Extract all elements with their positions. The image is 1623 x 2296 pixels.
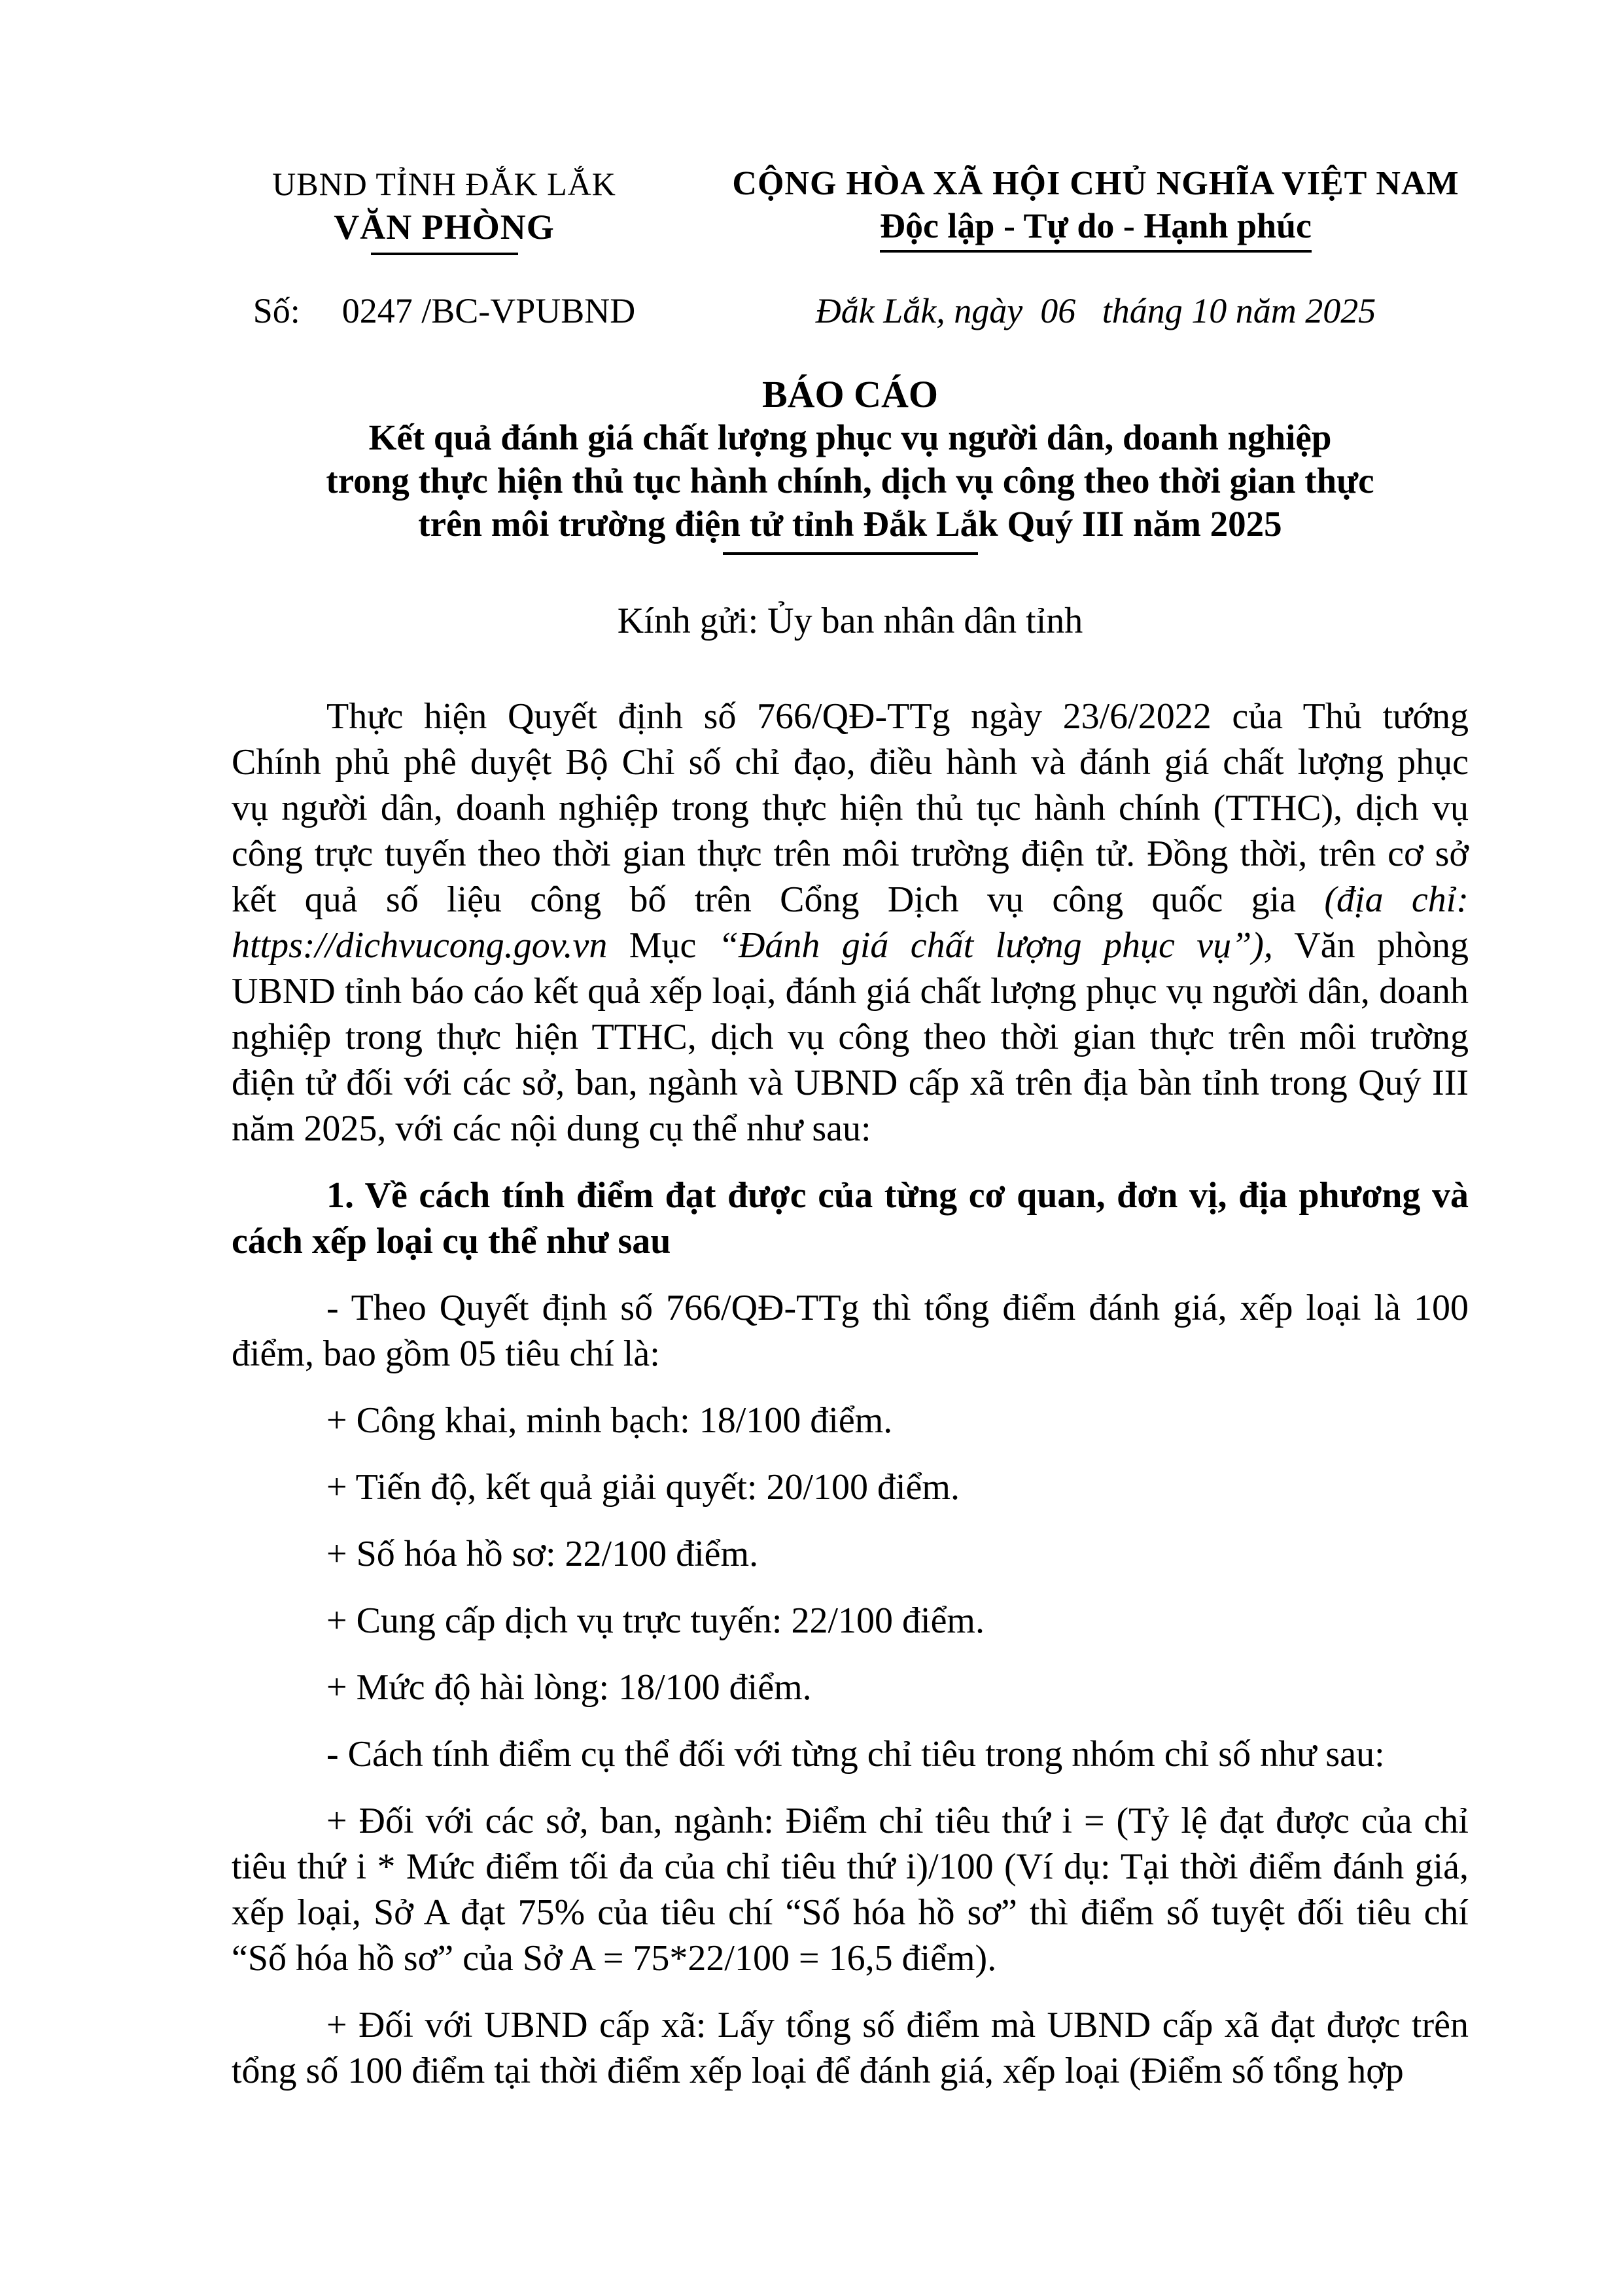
place-and-date: Đắk Lắk, ngày 06 tháng 10 năm 2025 xyxy=(815,291,1376,330)
section-heading xyxy=(232,1173,1469,1264)
text-segment: Mục xyxy=(607,925,718,966)
text-segment: điểm, bao gồm 05 tiêu chí là: xyxy=(232,1333,660,1374)
national-motto xyxy=(723,207,1469,253)
paragraph-line xyxy=(232,1014,1469,1060)
document-number-value: 0247 /BC-VPUBND xyxy=(341,291,636,330)
org-parent-name: UBND TỈNH ĐẮK LẮK xyxy=(272,166,616,202)
paragraph-line xyxy=(232,1464,1469,1510)
text-segment: UBND tỉnh báo cáo kết quả xếp loại, đánh giá chất lượng phục vụ người dân, doanh xyxy=(232,971,1469,1012)
paragraph-line xyxy=(232,1106,1469,1152)
document-header xyxy=(232,161,1469,255)
paragraph-line xyxy=(232,831,1469,877)
text-segment: + Số hóa hồ sơ: 22/100 điểm. xyxy=(326,1534,759,1574)
text-segment: Chính phủ phê duyệt Bộ Chỉ số chỉ đạo, điều hành và đánh giá chất lượng phục xyxy=(232,742,1469,783)
paragraph xyxy=(232,1598,1469,1644)
text-segment: công trực tuyến theo thời gian thực trên môi trường điện tử. Đồng thời, trên cơ sở xyxy=(232,834,1469,874)
text-segment: + Công khai, minh bạch: 18/100 điểm. xyxy=(326,1400,893,1441)
national-motto-text: Độc lập - Tự do - Hạnh phúc xyxy=(880,207,1312,253)
document-type-title: BÁO CÁO xyxy=(761,373,939,415)
text-segment: - Theo Quyết định số 766/QĐ-TTg thì tổng điểm đánh giá, xếp loại là 100 xyxy=(326,1288,1469,1328)
document-title-line-1: Kết quả đánh giá chất lượng phục vụ người dân, doanh nghiệp xyxy=(368,417,1332,457)
text-segment: Văn phòng xyxy=(1272,925,1469,966)
text-segment: xếp loại, Sở A đạt 75% của tiêu chí “Số hóa hồ sơ” thì điểm số tuyệt đối tiêu chí xyxy=(232,1892,1469,1933)
text-segment: + Đối với UBND cấp xã: Lấy tổng số điểm mà UBND cấp xã đạt được trên xyxy=(326,2005,1469,2045)
issuing-agency-block xyxy=(232,161,657,255)
paragraph-line xyxy=(232,1731,1469,1777)
paragraph-line xyxy=(232,1665,1469,1710)
text-segment: + Mức độ hài lòng: 18/100 điểm. xyxy=(326,1667,812,1708)
paragraph-line xyxy=(232,1844,1469,1890)
text-segment: kết quả số liệu công bố trên Cổng Dịch vụ công quốc gia xyxy=(232,879,1325,920)
text-segment: + Tiến độ, kết quả giải quyết: 20/100 điểm. xyxy=(326,1467,960,1508)
paragraph-line xyxy=(232,2002,1469,2048)
org-name: VĂN PHÒNG xyxy=(334,207,555,247)
paragraph-line xyxy=(232,739,1469,785)
text-segment: năm 2025, với các nội dung cụ thể như sau: xyxy=(232,1108,871,1149)
paragraph-line xyxy=(232,1935,1469,1981)
italic-text-segment: “Đánh giá chất lượng phục vụ”), xyxy=(718,925,1273,966)
text-segment: - Cách tính điểm cụ thể đối với từng chỉ tiêu trong nhóm chỉ số như sau: xyxy=(326,1734,1385,1775)
paragraph-line xyxy=(232,1398,1469,1443)
paragraph-line xyxy=(232,1218,1469,1264)
text-segment: tiêu thứ i * Mức điểm tối đa của chỉ tiêu thứ i)/100 (Ví dụ: Tại thời điểm đánh giá, xyxy=(232,1846,1469,1887)
paragraph-line xyxy=(232,1285,1469,1331)
paragraph-line xyxy=(232,968,1469,1014)
paragraph-line xyxy=(232,1060,1469,1106)
paragraph-line xyxy=(232,1173,1469,1218)
text-segment: tổng số 100 điểm tại thời điểm xếp loại để đánh giá, xếp loại (Điểm số tổng hợp xyxy=(232,2051,1404,2091)
paragraph-line xyxy=(232,1331,1469,1377)
title-underline xyxy=(723,552,978,555)
text-segment: cách xếp loại cụ thể như sau xyxy=(232,1221,671,1262)
document-title-line-3: trên môi trường điện tử tỉnh Đắk Lắk Quý III năm 2025 xyxy=(418,504,1282,544)
paragraph xyxy=(232,694,1469,1152)
national-header-block xyxy=(723,161,1469,253)
paragraph xyxy=(232,2002,1469,2094)
text-segment: 1. Về cách tính điểm đạt được của từng cơ quan, đơn vị, địa phương và xyxy=(326,1175,1469,1216)
document-body xyxy=(232,694,1469,2094)
text-segment: điện tử đối với các sở, ban, ngành và UBND cấp xã trên địa bàn tỉnh trong Quý III xyxy=(232,1063,1469,1103)
paragraph xyxy=(232,1531,1469,1577)
text-segment: + Cung cấp dịch vụ trực tuyến: 22/100 điểm. xyxy=(326,1600,985,1641)
document-number xyxy=(232,288,657,334)
paragraph xyxy=(232,1464,1469,1510)
org-name-underline xyxy=(371,253,518,255)
paragraph-line xyxy=(232,1531,1469,1577)
text-segment: nghiệp trong thực hiện TTHC, dịch vụ công theo thời gian thực trên môi trường xyxy=(232,1017,1469,1057)
text-segment: vụ người dân, doanh nghiệp trong thực hiện thủ tục hành chính (TTHC), dịch vụ xyxy=(232,788,1469,828)
paragraph-line xyxy=(232,1798,1469,1844)
document-number-label: Số: xyxy=(253,291,300,330)
paragraph-line xyxy=(232,923,1469,968)
national-title: CỘNG HÒA XÃ HỘI CHỦ NGHĨA VIỆT NAM xyxy=(732,165,1459,202)
paragraph xyxy=(232,1665,1469,1710)
paragraph xyxy=(232,1285,1469,1377)
paragraph xyxy=(232,1798,1469,1981)
paragraph-line xyxy=(232,785,1469,831)
italic-text-segment: https://dichvucong.gov.vn xyxy=(232,925,608,966)
paragraph-line xyxy=(232,1598,1469,1644)
document-title-line-2: trong thực hiện thủ tục hành chính, dịch vụ công theo thời gian thực xyxy=(326,461,1374,501)
text-segment: + Đối với các sở, ban, ngành: Điểm chỉ tiêu thứ i = (Tỷ lệ đạt được của chỉ xyxy=(326,1801,1469,1841)
salutation: Kính gửi: Ủy ban nhân dân tỉnh xyxy=(617,601,1083,641)
paragraph-line xyxy=(232,2048,1469,2094)
reference-row xyxy=(232,288,1469,334)
italic-text-segment: (địa chỉ: xyxy=(1324,879,1469,920)
paragraph-line xyxy=(232,877,1469,923)
text-segment: “Số hóa hồ sơ” của Sở A = 75*22/100 = 16,5 điểm). xyxy=(232,1938,997,1979)
paragraph xyxy=(232,1731,1469,1777)
text-segment: Thực hiện Quyết định số 766/QĐ-TTg ngày 23/6/2022 của Thủ tướng xyxy=(326,696,1469,737)
paragraph-line xyxy=(232,694,1469,739)
paragraph-line xyxy=(232,1890,1469,1935)
paragraph xyxy=(232,1398,1469,1443)
